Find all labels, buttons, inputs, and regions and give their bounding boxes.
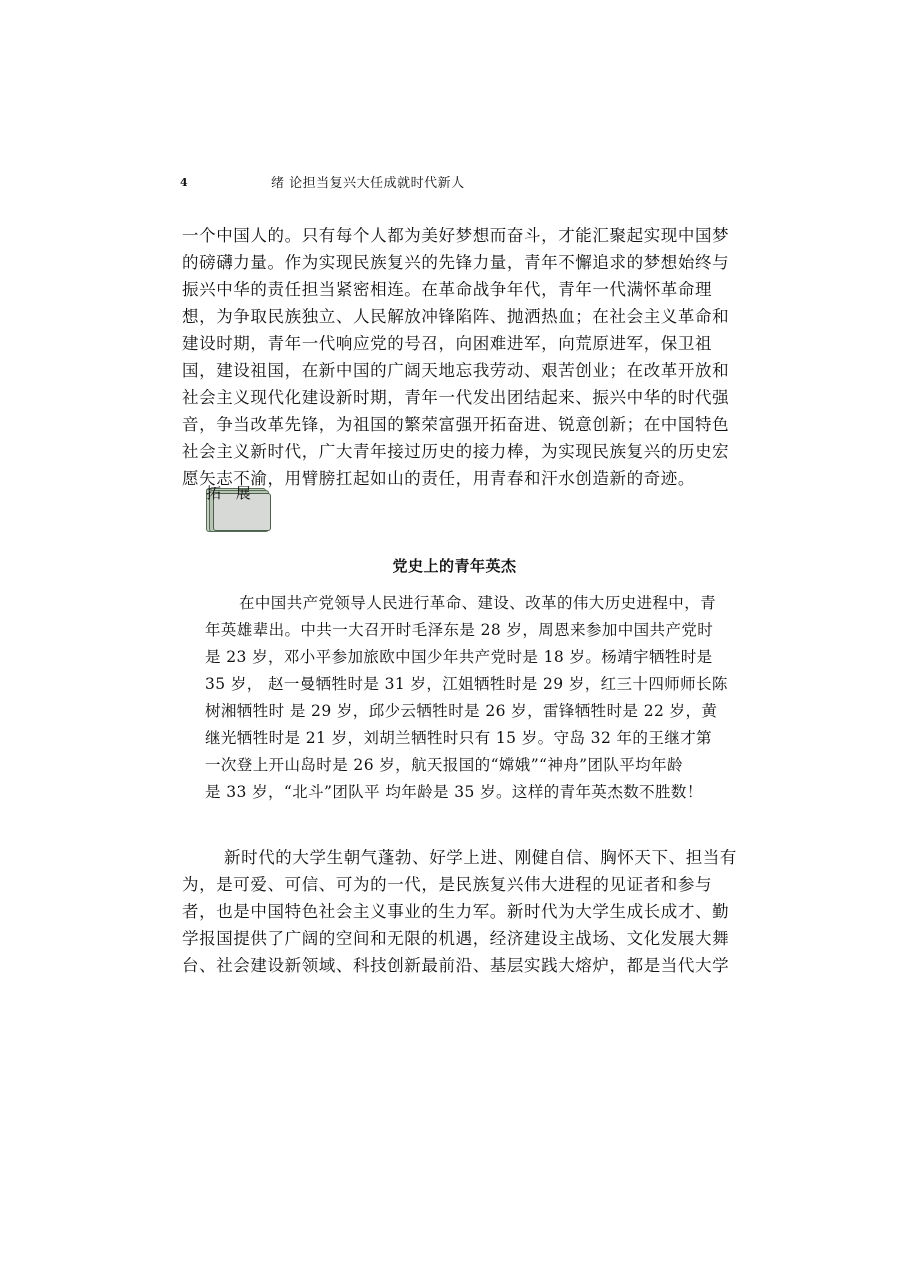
text-line: 一个中国人的。只有每个人都为美好梦想而奋斗，才能汇聚起实现中国梦 [182,226,730,245]
text-line: 振兴中华的责任担当紧密相连。在革命战争年代，青年一代满怀革命理 [182,280,713,299]
extension-box-body [205,590,745,806]
text-line: 社会主义新时代，广大青年接过历史的接力棒，为实现民族复兴的历史宏 [182,442,730,461]
text-line: 的磅礴力量。作为实现民族复兴的先锋力量，青年不懈追求的梦想始终与 [182,253,730,272]
text-line: 音，争当改革先锋，为祖国的繁荣富强开拓奋进、锐意创新；在中国特色 [182,415,730,434]
text-line: 国，建设祖国，在新中国的广阔天地忘我劳动、艰苦创业；在改革开放和 [182,361,730,380]
text-line: 台、社会建设新领域、科技创新最前沿、基层实践大熔炉，都是当代大学 [182,956,730,975]
text-line: 是 23 岁，邓小平参加旅欧中国少年共产党时是 18 岁。杨靖宇牺牲时是 [205,648,713,666]
text-line: 社会主义现代化建设新时期，青年一代发出团结起来、振兴中华的时代强 [182,388,730,407]
text-line: 建设时期，青年一代响应党的号召，向困难进军，向荒原进军，保卫祖 [182,334,713,353]
text-line: 一次登上开山岛时是 26 岁，航天报国的“嫦娥”“神舟”团队平均年龄 [205,756,683,774]
extension-label: 拓 展 [206,484,256,502]
text-line: 是 33 岁，“北斗”团队平 均年龄是 35 岁。这样的青年英杰数不胜数！ [205,783,703,801]
text-line: 学报国提供了广阔的空间和无限的机遇，经济建设主战场、文化发展大舞 [182,929,730,948]
body-paragraph-2 [182,844,742,979]
page-number: 4 [180,176,188,189]
text-line: 树湘牺牲时 是 29 岁，邱少云牺牲时是 26 岁，雷锋牺牲时是 22 岁，黄 [205,702,718,720]
text-line: 在中国共产党领导人民进行革命、建设、改革的伟大历史进程中，青 [239,594,717,612]
text-line: 者，也是中国特色社会主义事业的生力军。新时代为大学生成长成才、勤 [182,902,730,921]
extension-badge-icon [206,484,272,532]
text-line: 为，是可爱、可信、可为的一代，是民族复兴伟大进程的见证者和参与 [182,875,713,894]
text-line: 35 岁， 赵一曼牺牲时是 31 岁，江姐牺牲时是 29 岁，红三十四师师长陈 [205,675,728,693]
text-line: 新时代的大学生朝气蓬勃、好学上进、刚健自信、胸怀天下、担当有 [224,848,737,867]
body-paragraph-1 [182,222,742,492]
text-line: 愿矢志不渝，用臂膀扛起如山的责任，用青春和汗水创造新的奇迹。 [182,469,695,488]
text-line: 年英雄辈出。中共一大召开时毛泽东是 28 岁，周恩来参加中国共产党时 [205,621,714,639]
extension-box-title: 党史上的青年英杰 [392,557,517,575]
running-header-title: 绪 论担当复兴大任成就时代新人 [271,176,465,191]
text-line: 继光牺牲时是 21 岁，刘胡兰牺牲时只有 15 岁。守岛 32 年的王继才第 [205,729,712,747]
text-line: 想，为争取民族独立、人民解放冲锋陷阵、抛洒热血；在社会主义革命和 [182,307,730,326]
